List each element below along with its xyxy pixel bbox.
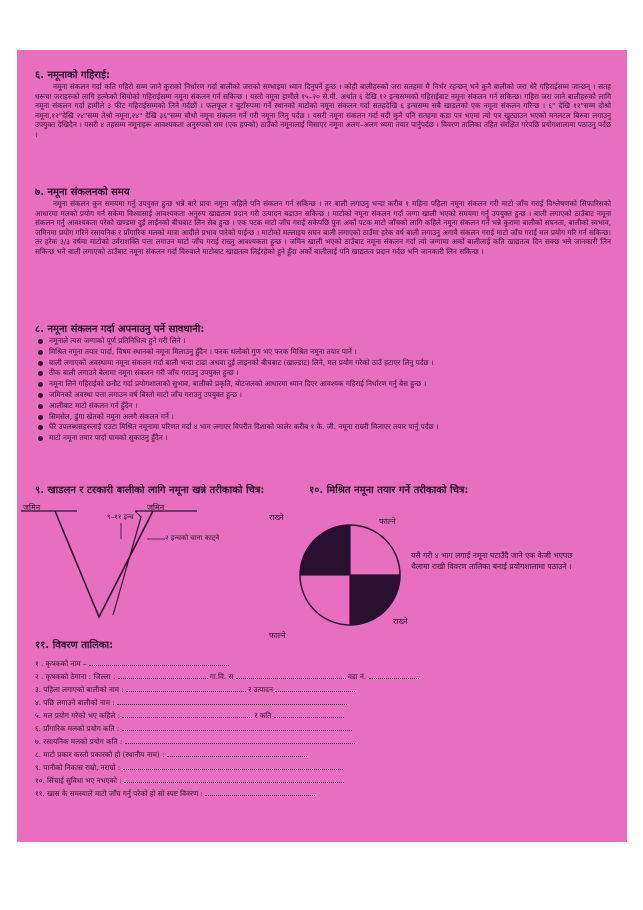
label-depth: ९–११ इन्च: [107, 513, 134, 521]
list-item: नमूना लिने गहिराईको छनौट गर्दा प्रयोगशालाको सुभाव, बालीको प्रकृति, बोटजलको आधारमा ध्यान दिएर आवश्यक गहिराई निर्धारण गर्नु बेस हुन्छ ।: [35, 379, 611, 390]
section-heading-mixing: १०. मिश्रित नमूना तयार गर्ने तरीकाको चित्र:: [309, 485, 469, 496]
list-item: बाली लगाएको अवस्थामा नमूना संकलन गर्दा बाली भन्दा टाढा अथवा दुई लाइनको बीचबाट (खाल्डाट) लिने, मल प्रयोग गरेको ठाउँ हटाएर लिनु पर्दछ ।: [35, 358, 611, 369]
section-sample-depth: [35, 70, 611, 139]
list-item: घैरै उपलब्धसहरुलाई एउटा मिश्रित नमूनामा परिणत गर्दा ४ भाग लगाएर विपरीत दिशाको फालेर करीब १ के. जी. नमूना राम्ररी मिलाएर तयार पार्नु पर्दछ ।: [35, 422, 611, 433]
section-paragraph: नमूना संकलन गर्दा कति गहिरो सम्म जाने कुराको निर्धारण गर्दा बालीको जराको सम्भाइमा ध्यान दिनुपर्ने हुन्छ । कोही बालीहरुको जरा सतहमा मै निर्भर रहन्छन् भने कुनै बालीको जरा धेरै गहिराईसम्म जान्छन् । सतह धरूचा जराहरुको लागि हल्केको सियोको गहिराईसम्म नमूना संकलन गर्न सकिन्छ । यस्तो नमूना हामीले १५–२० से.मी. अर्थात ६ देखि १२ इन्चसम्मको गहिराईबाट नमूना संकलन गर्न सकिन्छ। गहिरा जरा जाने बालीहरुको लागि नमूना संकलन गर्दा हामीले ३ फीट गहिराईसम्मको लिने गर्दछौं । फलफूल र बुटाँरुपमा गर्ने स्थानको माटोको नमूना संकलन गर्दा सतहदेखि ६ इन्चसम्म सबै खाडलको एक नमूना संकलन गरिन्छ । ६" देखि १२"सम्म दोश्रो नमूना,१२"देखि २४"सम्म तेश्रो नमूना,२४" देखि ३६"सम्म चौथो नमूना संकलन गर्ने गरी नमूना लिनु पर्दछ । यसरी नमूना संकलन गर्दा यदी कुनै पनि सतहमा कडा पत्र भएमा त्यो पत्र खुट्याउन भएको मनलटल बिरुवा लगाउनु उपयुक्त देखिदैन । यसरी ४ तहसम्म नमूनाहरू आवश्यकता अनुरुपको सम (एक हफ्को) ठाउँको नमूनालाई मिसाएर नमूना अलग–अलग थ्यमा तयार पार्नुपर्दछ । विवरण तालिका तहित संरक्षित गरेपछि प्रयोगशालामा पठाउनु पर्दछ ।: [35, 82, 611, 139]
precautions-list: [35, 336, 611, 444]
label-keep-top: राख्ने: [269, 513, 284, 522]
section-sampling-time: [35, 187, 611, 256]
section-precautions: [35, 324, 611, 444]
list-item: मिश्रित नमूना तयार पार्दा, विषम स्थानको नमूना मिलाउनु हुँदैन । फरक थलोको गुण भए फरक मिश्रित नमूना तयार पार्ने ।: [35, 347, 611, 358]
label-ground-left: जमिन: [23, 503, 41, 512]
list-item: आलीबाट माटो संकलन गर्न हुँदैन ।: [35, 401, 611, 412]
form-row-previous-crop: ३. पहिला लगाएको बालीको नाम : र उत्पादन: [35, 684, 355, 695]
label-discard-bottom: फाल्ने: [269, 631, 286, 640]
list-item: जमिनको अवस्था पत्ता लगाउन वर्ष बिस्तो माटो जाँच गराउनु उपयुक्त हुन्छ ।: [35, 390, 611, 401]
section-heading-digging: ९. खाडलन र टरकारी बालीको लागि नमूना खन्ने तरीकाको चित्र:: [35, 485, 265, 496]
form-row-problem: ११. खास के समस्याले माटो जाँच गर्नु परेको हो सो स्पष्ट विवरण :: [35, 788, 315, 799]
section-paragraph: नमूना संकलन कुन समयमा गर्नु उपयुक्त हुन्छ भन्ने बारे प्रायः नमूना जहिले पनि संकलन गर्न सकिन्छ । तर बाली लगाउनु भन्दा करीब १ महिना पहिला नमूना संकलन गरी माटो जाँच गराई विश्लेषणको सिफारिसको आधारमा मलको प्रयोग गर्न सकेमा विश्वासाई आवश्यकता अनुरुप खाद्यतत्व प्रदान गरी उत्पादन बढाउन सकिन्छ । माटोको नमूना संकलन गर्दा जग्गा खाली भएको समयमा गर्नु उपयुक्त हुन्छ । बाली लगाएको ठाउँबाट नमूना संकलन गर्नु आवश्यकता परेको खण्डमा दुई लाईनको बीचबाट लिन सेब हुन्छ । एक पटक माटो जाँच गराई सकेपछि पुनः अर्को पटक माटो जाँचको लागि कहिले नमूना संकलन गर्ने भन्ने कुरामा बालीको सघनता, बालीको स्वभाव, जमिनमा प्रयोग गरिने रसायनिक र प्राँगारिक मलको मात्रा आदीले प्रभाव पारेको पाईन्छ । माटोको मल्लाइच सघन बाली लगाएको ठाउँमा हरेक वर्ष बाली लगाउनु अगावै संकलन गराई माटो जाँच गराई मल प्रयोग गरि गर्न सकिन्छ। तर हरेक ३/३ वर्षमा माटोको उर्वराशक्ति पत्ता लगाउन माटो जाँच गराई राख्नु आवश्यकता हुन्छ । जमिन खाली भएको ठाउँबाट नमूना संकलन गर्दा त्यो जग्गामा अर्को बालीलाई कति खाद्यतत्व दिन सक्छ भन्ने जानकारी लिन सकिन्छ भने बाली लगाएको ठाउँबाट नमूना संकलन गर्दा विरुवाले माटोबाट खाद्यतत्व लिईरहेको हुने हुँदा अर्को बालीलाई पनि खाद्यतत्व प्रदान गर्दछ भनि जानकारी लिन सकिन्छ ।: [35, 199, 611, 256]
label-ground-right: जमिन: [147, 503, 165, 512]
label-keep-bottom: राख्ने: [393, 617, 408, 626]
list-item: ठीक बाली लगाउने बेलामा नमूना संकलन गरी जाँच गराउनु उपयुक्त हुन्छ ।: [35, 368, 611, 379]
section-heading: ८. नमूना संकलन गर्दा अपनाउनु पर्ने सावधानी:: [35, 324, 205, 335]
form-row-irrigation: १०. सिंचाई सुविधा भए नभएको :: [35, 775, 344, 786]
list-item: माटो नमूना तयार पार्दा घामको सुकाउनु हुँदैन ।: [35, 433, 611, 444]
list-item: सिमसेल, ढुंगा खेतको नमूना अलगै संकलन गर्ने ।: [35, 412, 611, 423]
section-heading: ७. नमूना संकलनको समय: [35, 187, 130, 198]
form-row-chemical: ७. रसायनिक मलको प्रयोग कति :: [35, 736, 355, 747]
form-row-next-crop: ४. पछि लगाउने बालीको नाम :: [35, 697, 347, 708]
form-row-soil-type: ८. माटो प्रकार कस्तो प्रकारको हो (स्थानीय नाम) :: [35, 749, 307, 760]
label-slice: २ इन्चको चाना काट्ने: [165, 534, 220, 542]
form-row-organic: ६. प्राँगारिक मलको प्रयोग कति :: [35, 723, 352, 734]
label-discard-top: फाल्ने: [379, 517, 396, 526]
form-row-farmer-name: १ . कृषकको नाम –: [35, 658, 229, 669]
form-row-address: २ . कृषकको ठेगाना : जिल्ला : गा.वि. स वडा नं.: [35, 671, 419, 682]
list-item: नमूनाले त्यस जग्गाको पूर्ण प्रतिनिधित्व हुने गरी लिने ।: [35, 336, 611, 347]
form-row-fertilizer-when: ५. मल प्रयोग गरेको भए कहिले : र कति: [35, 710, 344, 721]
document-page: [17, 50, 627, 842]
digging-diagram: [17, 495, 307, 635]
section-heading-form: ११. विवरण तालिका:: [35, 640, 114, 651]
form-row-drainage: ९. पानीको निकास राम्रो, नराम्रो :: [35, 762, 343, 773]
section-heading: ६. नमूनाको गहिराई:: [35, 70, 111, 81]
mixing-note: यसै गरी ४ भाग लगाई नमूना घटाउँदै जाने एक केजी भएपछ थैलामा राखी विवरण तालिका बनाई प्रयोगशालामा पठाउने ।: [411, 551, 573, 571]
